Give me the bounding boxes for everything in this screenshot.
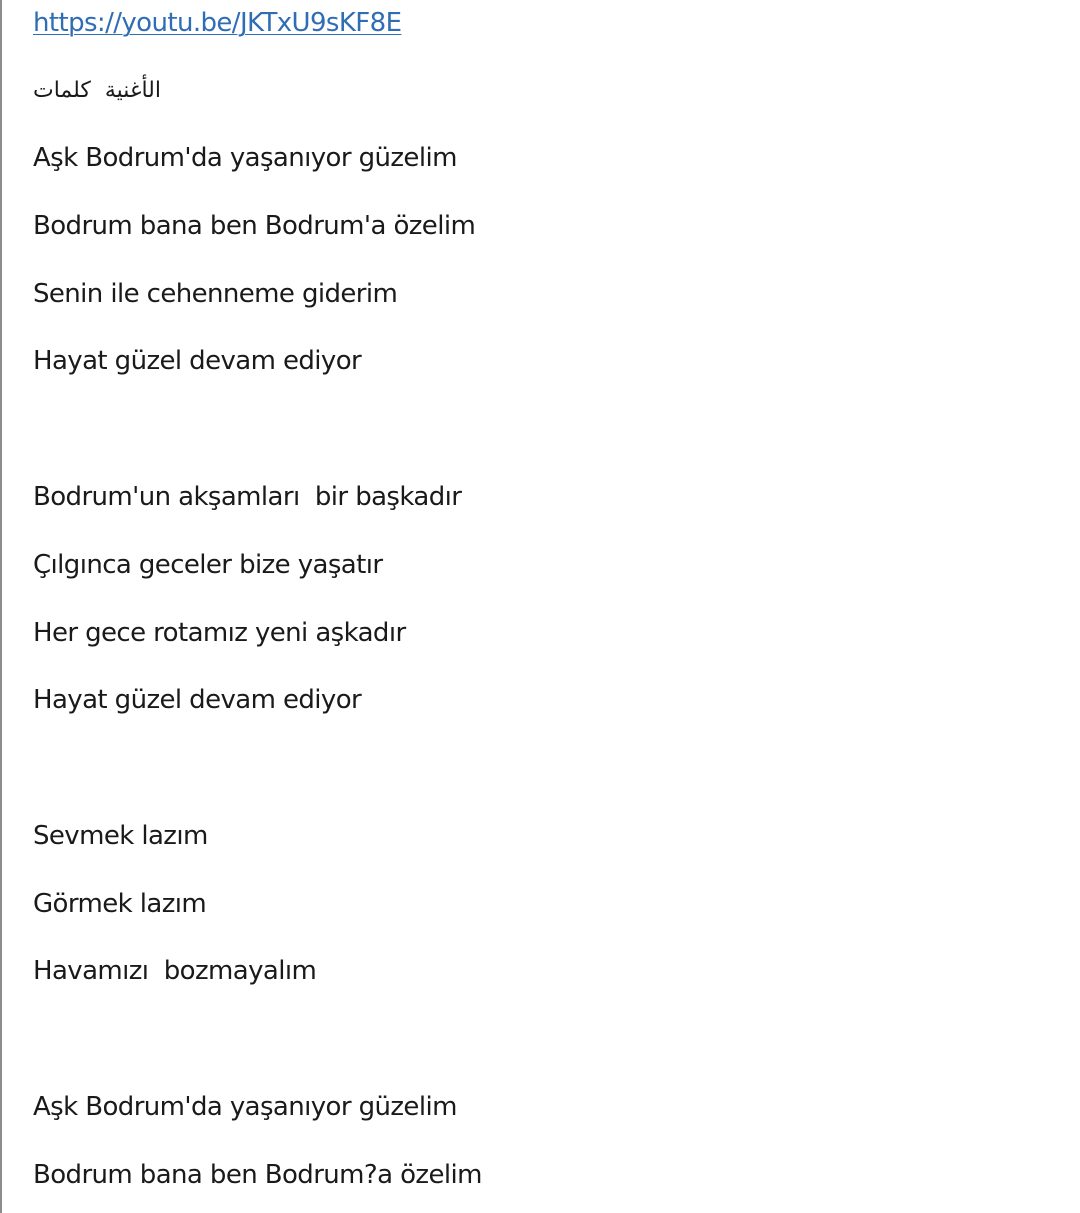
lyric-line-2: Bodrum bana ben Bodrum'a özelim [33,211,476,241]
lyric-line-3: Senin ile cehenneme giderim [33,279,398,309]
lyric-line-6: Çılgınca geceler bize yaşatır [33,550,383,580]
lyric-line-12: Aşk Bodrum'da yaşanıyor güzelim [33,1092,457,1122]
lyric-line-11: Havamızı bozmayalım [33,956,317,986]
lyric-line-7: Her gece rotamız yeni aşkadır [33,618,406,648]
lyric-line-8: Hayat güzel devam ediyor [33,685,362,715]
youtube-link[interactable]: https://youtu.be/JKTxU9sKF8E [33,8,402,38]
lyric-line-13: Bodrum bana ben Bodrum?a özelim [33,1160,482,1190]
lyric-line-10: Görmek lazım [33,889,207,919]
lyric-line-1: Aşk Bodrum'da yaşanıyor güzelim [33,143,457,173]
lyric-line-5: Bodrum'un akşamları bir başkadır [33,482,462,512]
lyrics-heading-arabic: الأغنية كلمات [33,78,161,103]
lyric-line-4: Hayat güzel devam ediyor [33,346,362,376]
lyric-line-9: Sevmek lazım [33,821,208,851]
